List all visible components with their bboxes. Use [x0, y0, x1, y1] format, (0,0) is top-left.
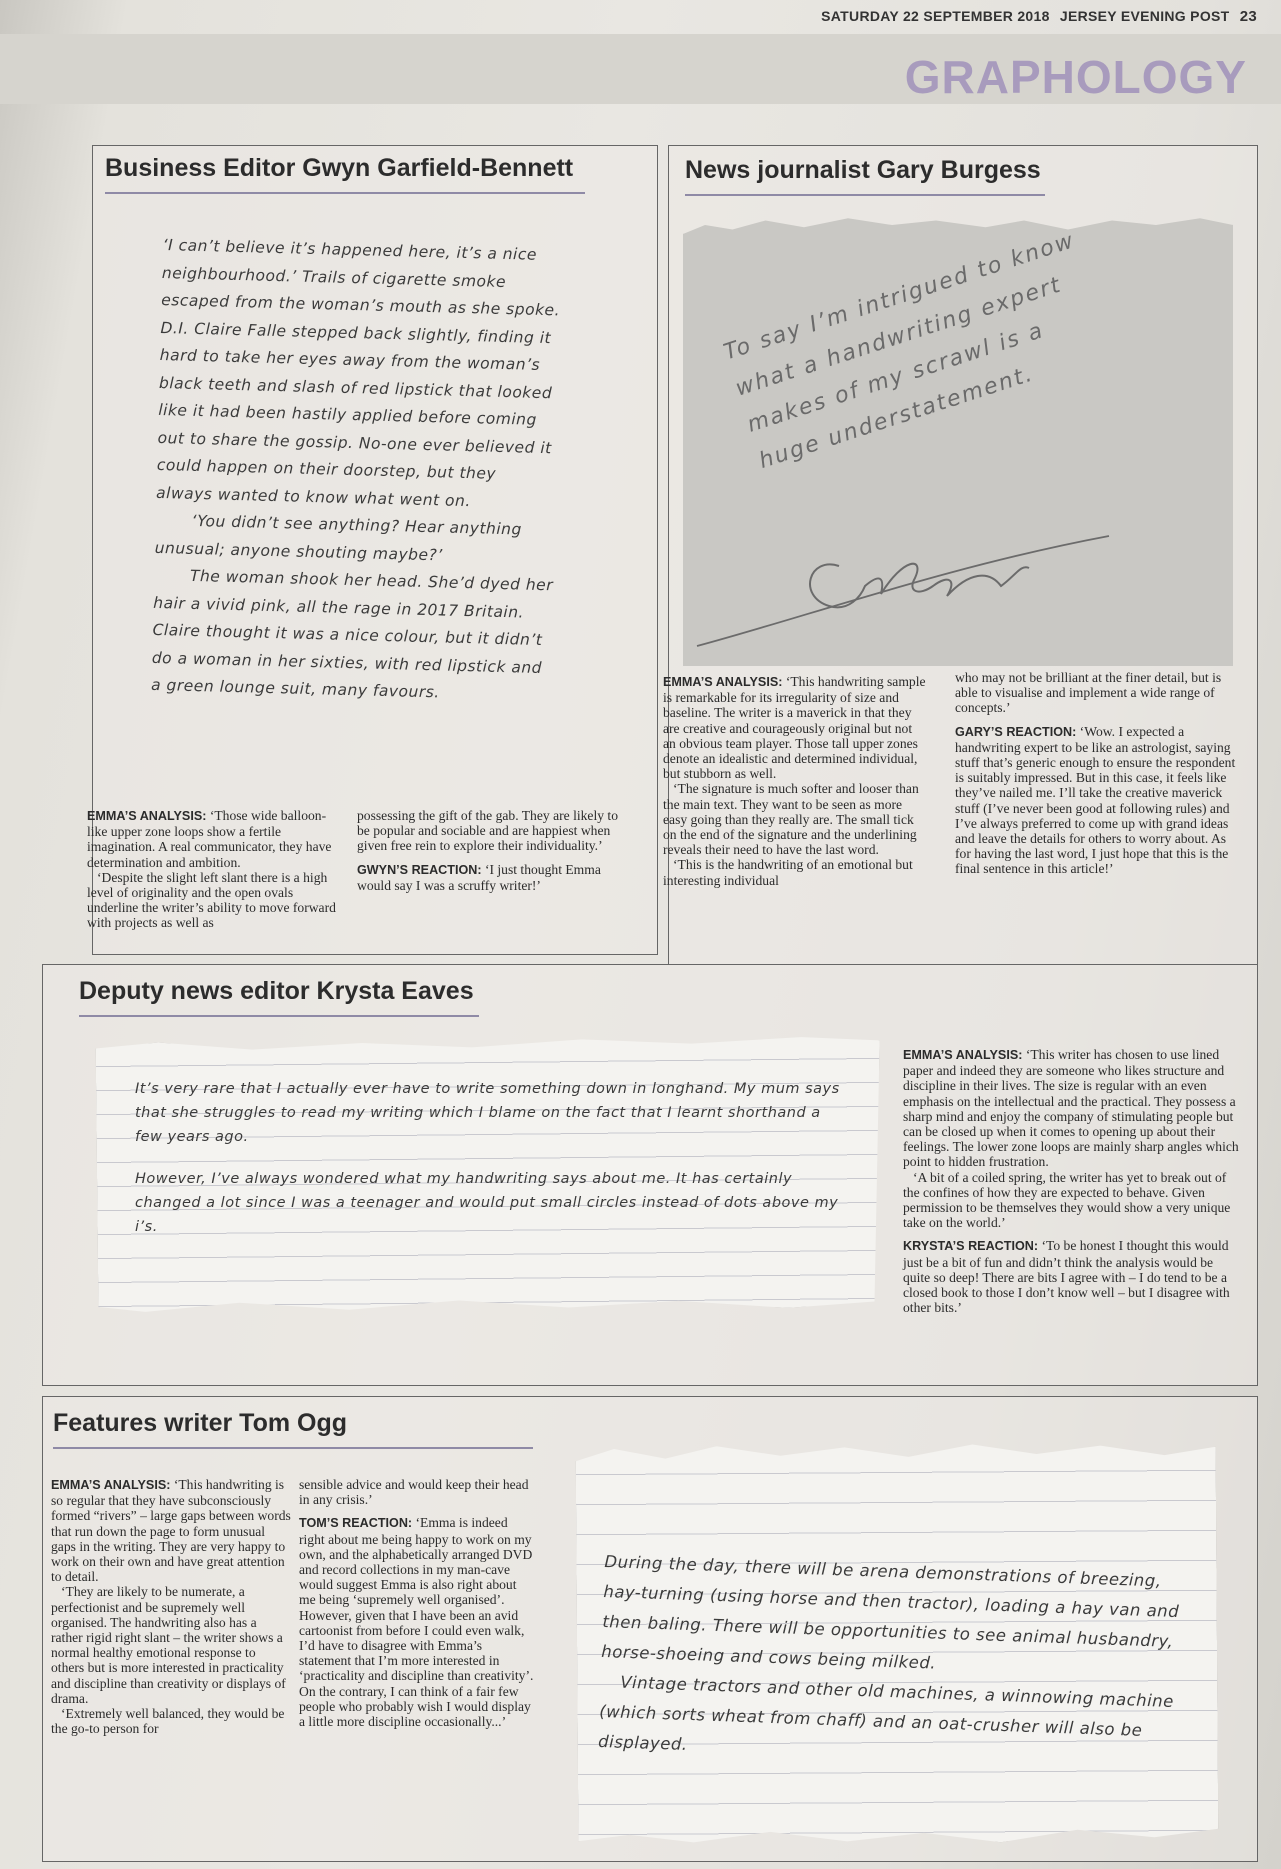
reaction-lead: GARY’S REACTION: — [955, 724, 1077, 739]
gwyn-hand-para: ‘You didn’t see anything? Hear anything unusual; anyone shouting maybe?’ — [154, 511, 523, 564]
krysta-hand-para: It’s very rare that I actually ever have to write something down in longhand. My mum says that she struggles to read my writing which I blame on the fact that I learnt shorthand a few years ago. — [135, 1081, 840, 1145]
gary-title: News journalist Gary Burgess — [685, 156, 1041, 184]
gwyn-analysis: EMMA’S ANALYSIS: ‘Those wide balloon-like upper zone loops show a fertile imagination. A real communicator, they have determination and ambition. — [87, 808, 332, 870]
gary-analysis: EMMA’S ANALYSIS: ‘This handwriting sample is remarkable for its irregularity of size and baseline. The writer is a maverick in that they are creative and courageously original but not an obvious team player. Those tall upper zones denote an idealistic and determined individual, but stubborn as well. — [663, 674, 926, 782]
gary-signature — [689, 446, 1209, 656]
title-underline — [53, 1447, 533, 1449]
reaction-lead: GWYN’S REACTION: — [357, 862, 482, 877]
gary-reaction: GARY’S REACTION: ‘Wow. I expected a handwriting expert to be like an astrologist, saying stuff that’s generic enough to ensure the respondent is suitably impressed. But in this case, it feels like they’ve nailed me. I’ll take the creative maverick stuff (I’ve never been good at following rules) and I’ve always preferred to come up with grand ideas and leave the details for others to worry about. As for having the last word, I just hope that this is the final sentence in this article!’ — [955, 723, 1236, 877]
tom-reaction: TOM’S REACTION: ‘Emma is indeed right about me being happy to work on my own, and the alphabetically arranged DVD and record collections in my man-cave would suggest Emma is also right about me being ‘supremely well organised’. However, given that I have been an avid cartoonist from before I could even walk, I’d have to disagree with Emma’s statement that I’m more interested in ‘practicality and discipline than creativity’. On the contrary, I can think of a fair few people who probably wish I would display a little more discipline occasionally...’ — [299, 1515, 534, 1730]
tom-analysis-col2 — [299, 1477, 535, 1729]
analysis-lead: EMMA’S ANALYSIS: — [663, 675, 783, 689]
tom-analysis-2: ‘They are likely to be numerate, a perfectionist and be supremely well organised. The handwriting also has a rather rigid right slant – the writer shows a normal healthy emotional response to others but is more interested in practicality and discipline than creativity or displays of drama. — [51, 1584, 286, 1706]
masthead — [815, 8, 1257, 25]
tom-analysis-col1 — [51, 1477, 291, 1736]
gwyn-reaction: GWYN’S REACTION: ‘I just thought Emma would say I was a scruffy writer!’ — [357, 861, 601, 893]
title-underline — [79, 1015, 479, 1017]
gary-analysis-4: who may not be brilliant at the finer detail, but is able to visualise and implement a wide range of concepts.’ — [955, 670, 1222, 716]
tom-analysis-4: sensible advice and would keep their head in any crisis.’ — [299, 1477, 529, 1508]
krysta-reaction: KRYSTA’S REACTION: ‘To be honest I thought this would just be a bit of fun and didn’t think the analysis would be quite so deep! There are bits I agree with – I do tend to be a closed book to those I don’t know well – but I disagree with other bits.’ — [903, 1238, 1230, 1316]
reaction-lead: KRYSTA’S REACTION: — [903, 1239, 1039, 1254]
tom-hand-para: During the day, there will be arena demonstrations of breezing, hay-turning (using horse and then tractor), loading a hay van and then baling. There will be opportunities to see animal husbandry, horse-shoeing and cows being milked. — [601, 1551, 1180, 1673]
gwyn-analysis-3: possessing the gift of the gab. They are likely to be popular and sociable and are happiest when given free rein to explore their individuality.’ — [357, 808, 618, 854]
page-number: 23 — [1239, 8, 1257, 25]
title-underline — [685, 194, 1045, 196]
krysta-title: Deputy news editor Krysta Eaves — [79, 977, 474, 1005]
krysta-analysis-col — [903, 1047, 1243, 1315]
gary-analysis-col2 — [955, 670, 1241, 877]
masthead-date: SATURDAY 22 SEPTEMBER 2018 — [821, 8, 1050, 24]
gary-analysis-col1 — [663, 674, 927, 888]
tom-analysis-3: ‘Extremely well balanced, they would be the go-to person for — [51, 1706, 285, 1737]
gwyn-analysis-col1 — [87, 808, 345, 931]
gwyn-title: Business Editor Gwyn Garfield-Bennett — [105, 154, 574, 182]
gwyn-box — [87, 145, 658, 955]
gwyn-hand-para: ‘I can’t believe it’s happened here, it’s a nice neighbourhood.’ Trails of cigarette smoke escaped from the woman’s mouth as she spoke. D.I. Claire Falle stepped back slightly, finding it hard to take her eyes away from the woman’s black teeth and slash of red lipstick that looked like it had been hastily applied before coming out to share the gossip. No-one ever believed it could happen on their doorstep, but they always wanted to know what went on. — [155, 235, 561, 510]
tom-handwriting — [598, 1547, 1185, 1777]
tom-box — [42, 1396, 1258, 1862]
title-underline — [105, 192, 585, 194]
tom-analysis: EMMA’S ANALYSIS: ‘This handwriting is so regular that they have subconsciously formed “rivers” – large gaps between words that run down the page to form unusual gaps in the writing. They are very happy to work on their own and have great attention to detail. — [51, 1477, 291, 1585]
gary-analysis-3: ‘This is the handwriting of an emotional but interesting individual — [663, 857, 913, 888]
gary-box — [663, 145, 1258, 965]
analysis-lead: EMMA’S ANALYSIS: — [903, 1048, 1023, 1062]
krysta-analysis: EMMA’S ANALYSIS: ‘This writer has chosen to use lined paper and indeed they are someone who likes structure and discipline in their lives. The size is regular with an even emphasis on the intellectual and the practical. They possess a sharp mind and enjoy the company of stimulating people but can be closed up when it comes to opening up about their feelings. The lower zone loops are mainly sharp angles which point to hidden frustration. — [903, 1047, 1239, 1170]
analysis-lead: EMMA’S ANALYSIS: — [87, 809, 207, 823]
krysta-hand-para: However, I’ve always wondered what my handwriting says about me. It has certainly changed a lot since I was a teenager and would put small circles instead of dots above my i’s. — [135, 1171, 839, 1235]
gwyn-analysis-col2 — [357, 808, 619, 893]
krysta-box — [42, 964, 1258, 1386]
gary-analysis-2: ‘The signature is much softer and looser than the main text. They want to be seen as more easy going than they really are. The small tick on the end of the signature and the underlining reveals their need to have the last word. — [663, 781, 919, 858]
masthead-paper: JERSEY EVENING POST — [1059, 8, 1230, 24]
reaction-lead: TOM’S REACTION: — [299, 1516, 413, 1531]
gary-handwriting: To say I’m intrigued to know what a handwriting expert makes of my scrawl is a huge understatement. — [720, 228, 1079, 474]
tom-hand-para: Vintage tractors and other old machines, a winnowing machine (which sorts wheat from chaff) and an oat-crusher will also be displayed. — [597, 1672, 1175, 1754]
section-title: GRAPHOLOGY — [904, 51, 1247, 103]
analysis-lead: EMMA’S ANALYSIS: — [51, 1478, 171, 1492]
gwyn-analysis-2: ‘Despite the slight left slant there is a high level of originality and the open ovals underline the writer’s ability to move forward with projects as well as — [87, 869, 336, 931]
gwyn-handwriting — [151, 232, 563, 710]
krysta-handwriting — [135, 1077, 841, 1239]
krysta-analysis-2: ‘A bit of a coiled spring, the writer has yet to break out of the confines of how they are expected to behave. Given permission to be themselves they would show a very unique take on the world.’ — [903, 1169, 1231, 1231]
gwyn-hand-para: The woman shook her head. She’d dyed her hair a vivid pink, all the rage in 2017 Britain. Claire thought it was a nice colour, but it didn’t do a woman in her sixties, with red lipstick and a green lounge suit, many favours. — [150, 566, 554, 702]
tom-title: Features writer Tom Ogg — [53, 1409, 348, 1437]
